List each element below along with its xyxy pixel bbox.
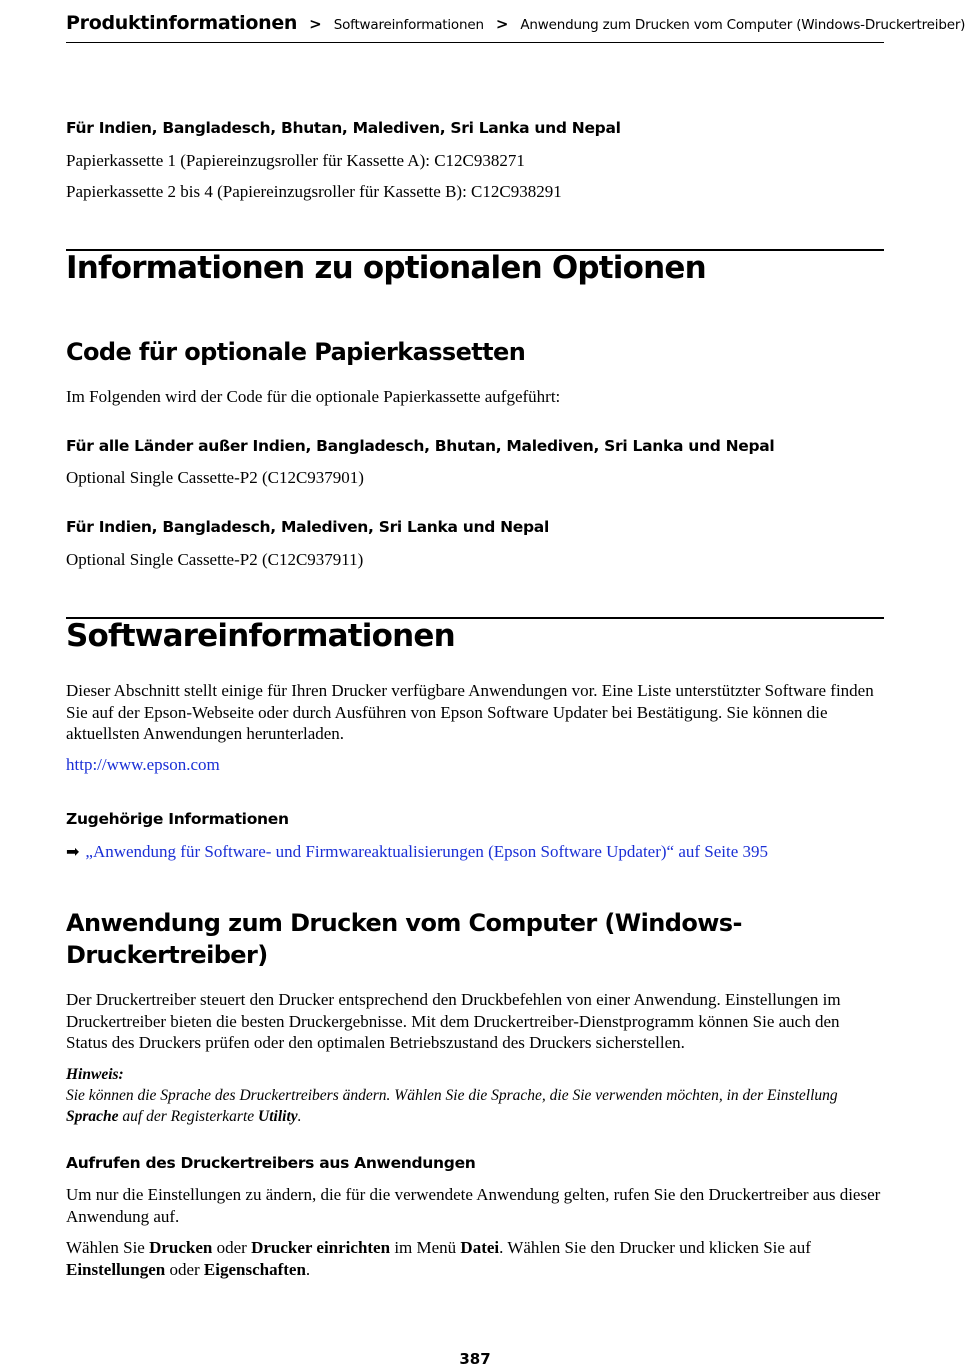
related-info-item [66, 841, 884, 863]
button-einstellungen: Einstellungen [66, 1259, 166, 1279]
breadcrumb-separator: > [309, 15, 322, 33]
breadcrumb-section: Produktinformationen [66, 12, 298, 34]
para-text: im Menü [390, 1238, 461, 1257]
para-text: . Wählen Sie den Drucker und klicken Sie auf [499, 1238, 811, 1257]
breadcrumb-separator: > [495, 15, 509, 33]
note-body [66, 1085, 884, 1127]
driver-title: Anwendung zum Drucken vom Computer (Windows-Druckertreiber) [66, 909, 742, 969]
note-text: auf der Registerkarte [118, 1108, 259, 1125]
options-intro: Im Folgenden wird der Code für die optionale Papierkassette aufgeführt: [66, 387, 561, 406]
driver-para2 [66, 1237, 884, 1280]
group1-value: Optional Single Cassette-P2 (C12C937901) [66, 468, 364, 487]
note-text: Sie können die Sprache des Druckertreibers ändern. Wählen Sie die Sprache, die Sie verwenden möchten, in der Einstellung [66, 1087, 838, 1104]
cassette-2-code: Papierkassette 2 bis 4 (Papiereinzugsroller für Kassette B): C12C938291 [66, 182, 562, 201]
group2-value: Optional Single Cassette-P2 (C12C937911) [66, 550, 364, 569]
note-bold-sprache: Sprache [66, 1108, 119, 1125]
para-text: Wählen Sie [66, 1238, 150, 1257]
driver-body: Der Druckertreiber steuert den Drucker entsprechend den Druckbefehlen von einer Anwendung. Einstellungen im Druckertreiber bieten die besten Druckergebnisse. Mit dem Druckertreiber-Dienstprogramm können Sie auch den Status des Druckers prüfen oder den optimalen Betriebszustand des Druckers sicherstellen. [66, 990, 841, 1052]
arrow-right-icon: ➡ [66, 842, 80, 861]
page-number: 387 [459, 1350, 491, 1368]
menu-drucker-einrichten: Drucker einrichten [251, 1238, 391, 1257]
software-intro: Dieser Abschnitt stellt einige für Ihren Drucker verfügbare Anwendungen vor. Eine Liste unterstützter Software finden Sie auf der Epson-Webseite oder durch Ausführen von Epson Software Updater bei Bestätigung. Sie können die aktuellsten Anwendungen herunterladen. [66, 681, 874, 743]
note-bold-utility: Utility [258, 1108, 298, 1125]
note-block [66, 1064, 884, 1127]
breadcrumb-software: Softwareinformationen [333, 17, 484, 33]
group1-heading: Für alle Länder außer Indien, Bangladesch, Bhutan, Malediven, Sri Lanka und Nepal [66, 437, 775, 455]
driver-sub-heading: Aufrufen des Druckertreibers aus Anwendungen [66, 1154, 476, 1172]
para-text: oder [212, 1238, 252, 1257]
options-subtitle: Code für optionale Papierkassetten [66, 338, 526, 366]
menu-drucken: Drucken [149, 1238, 213, 1257]
software-updater-link[interactable]: „Anwendung für Software- und Firmwareaktualisierungen (Epson Software Updater)“ auf Seite 395 [85, 842, 769, 861]
epson-url-link[interactable]: http://www.epson.com [66, 755, 220, 774]
para-text: oder [165, 1259, 204, 1279]
breadcrumb-driver: Anwendung zum Drucken vom Computer (Windows-Druckertreiber) [520, 17, 965, 33]
menu-datei: Datei [460, 1238, 500, 1257]
india-heading: Für Indien, Bangladesch, Bhutan, Malediven, Sri Lanka und Nepal [66, 119, 621, 137]
group2-heading: Für Indien, Bangladesch, Malediven, Sri Lanka und Nepal [66, 518, 549, 536]
related-info-heading: Zugehörige Informationen [66, 810, 289, 828]
note-title: Hinweis: [66, 1066, 124, 1083]
para-text: . [305, 1259, 311, 1279]
note-text: . [297, 1108, 302, 1125]
cassette-1-code: Papierkassette 1 (Papiereinzugsroller für Kassette A): C12C938271 [66, 151, 525, 170]
software-title: Softwareinformationen [66, 618, 455, 654]
options-title: Informationen zu optionalen Optionen [66, 250, 706, 286]
button-eigenschaften: Eigenschaften [203, 1259, 306, 1279]
page-header [66, 12, 965, 43]
driver-para1: Um nur die Einstellungen zu ändern, die für die verwendete Anwendung gelten, rufen Sie den Druckertreiber aus dieser Anwendung auf. [66, 1185, 881, 1226]
